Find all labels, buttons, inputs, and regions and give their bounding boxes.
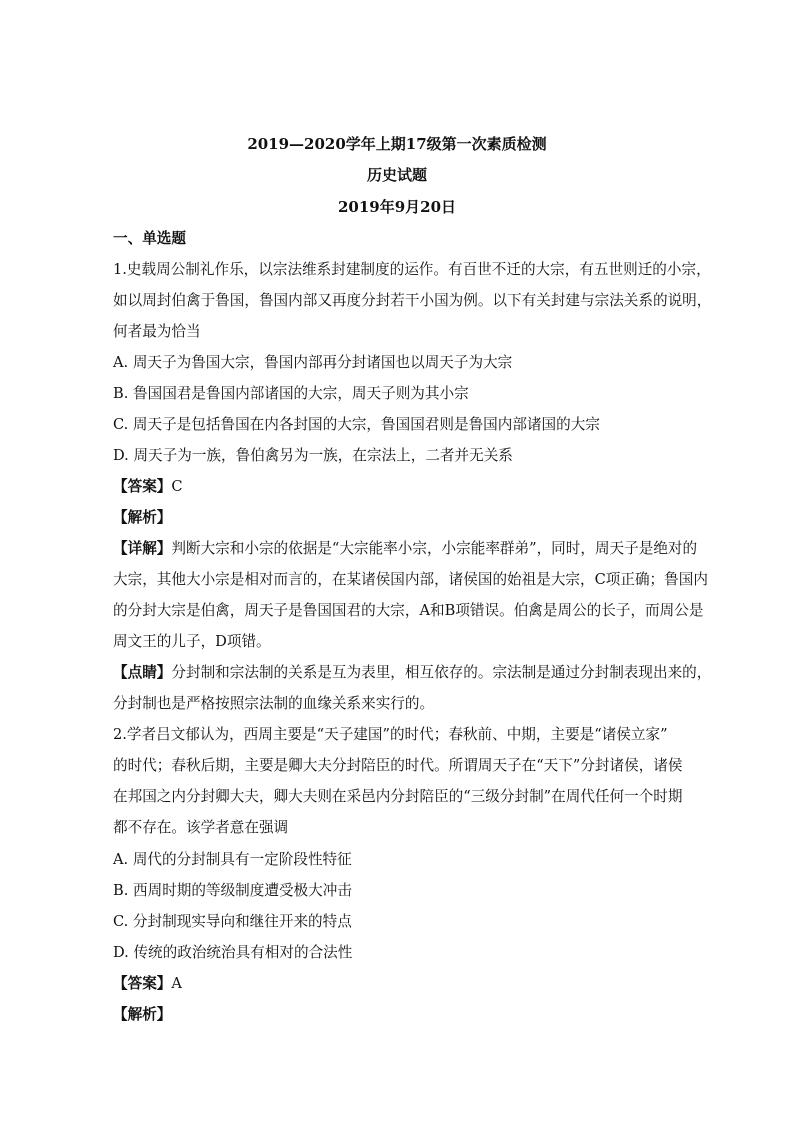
section-heading: 一、单选题 xyxy=(113,230,186,247)
detail-tag: 【详解】 xyxy=(113,540,172,557)
q1-detail-line: 周文王的儿子，D项错。 xyxy=(113,633,271,650)
q2-option-c: C. 分封制现实导向和继往开来的特点 xyxy=(113,913,352,930)
answer-value: A xyxy=(171,975,182,992)
answer-value: C xyxy=(171,478,183,495)
q1-option-a: A. 周天子为鲁国大宗，鲁国内部再分封诸国也以周天子为大宗 xyxy=(113,354,513,371)
point-tag: 【点睛】 xyxy=(113,664,172,681)
q1-stem-line: 何者最为恰当 xyxy=(113,323,201,340)
exam-date: 2019年9月20日 xyxy=(337,198,457,216)
q2-analysis-tag: 【解析】 xyxy=(113,1006,172,1023)
q1-option-c: C. 周天子是包括鲁国在内各封国的大宗，鲁国国君则是鲁国内部诸国的大宗 xyxy=(113,416,600,433)
q2-stem-line: 的时代；春秋后期，主要是卿大夫分封陪臣的时代。所谓周天子在“天下”分封诸侯，诸侯 xyxy=(113,757,683,774)
answer-tag: 【答案】 xyxy=(113,478,172,495)
q1-option-d: D. 周天子为一族，鲁伯禽另为一族，在宗法上，二者并无关系 xyxy=(113,447,513,464)
q1-answer xyxy=(113,477,703,497)
q1-stem-line: 如以周封伯禽于鲁国，鲁国内部又再度分封若干小国为例。以下有关封建与宗法关系的说明， xyxy=(113,292,712,309)
subject-title: 历史试题 xyxy=(366,166,427,184)
q2-option-a: A. 周代的分封制具有一定阶段性特征 xyxy=(113,851,352,868)
q1-point-line: 分封制也是严格按照宗法制的血缘关系来实行的。 xyxy=(113,695,435,712)
q2-stem-line: 2.学者吕文郁认为，西周主要是“天子建国”的时代；春秋前、中期，主要是“诸侯立家” xyxy=(113,726,668,743)
q2-stem-line: 在邦国之内分封卿大夫，卿大夫则在采邑内分封陪臣的“三级分封制”在周代任何一个时期 xyxy=(113,788,683,805)
answer-tag: 【答案】 xyxy=(113,975,172,992)
q1-detail xyxy=(113,539,703,559)
exam-title: 2019—2020学年上期17级第一次素质检测 xyxy=(247,135,547,153)
q2-option-b: B. 西周时期的等级制度遭受极大冲击 xyxy=(113,882,352,899)
q2-answer xyxy=(113,974,703,994)
point-text: 分封制和宗法制的关系是互为表里，相互依存的。宗法制是通过分封制表现出来的， xyxy=(171,664,712,681)
q1-stem-line: 1.史载周公制礼作乐，以宗法维系封建制度的运作。有百世不迁的大宗，有五世则迁的小宗， xyxy=(113,261,711,278)
q1-analysis-tag: 【解析】 xyxy=(113,509,172,526)
q2-stem-line: 都不存在。该学者意在强调 xyxy=(113,819,289,836)
q1-option-b: B. 鲁国国君是鲁国内部诸国的大宗，周天子则为其小宗 xyxy=(113,385,469,402)
detail-text: 判断大宗和小宗的依据是“大宗能率小宗，小宗能率群弟”，同时，周天子是绝对的 xyxy=(171,540,698,557)
q1-detail-line: 的分封大宗是伯禽，周天子是鲁国国君的大宗，A和B项错误。伯禽是周公的长子，而周公是 xyxy=(113,602,704,619)
q1-point xyxy=(113,663,712,683)
q1-detail-line: 大宗，其他大小宗是相对而言的，在某诸侯国内部，诸侯国的始祖是大宗，C项正确；鲁国内 xyxy=(113,571,708,588)
q2-option-d: D. 传统的政治统治具有相对的合法性 xyxy=(113,944,353,961)
